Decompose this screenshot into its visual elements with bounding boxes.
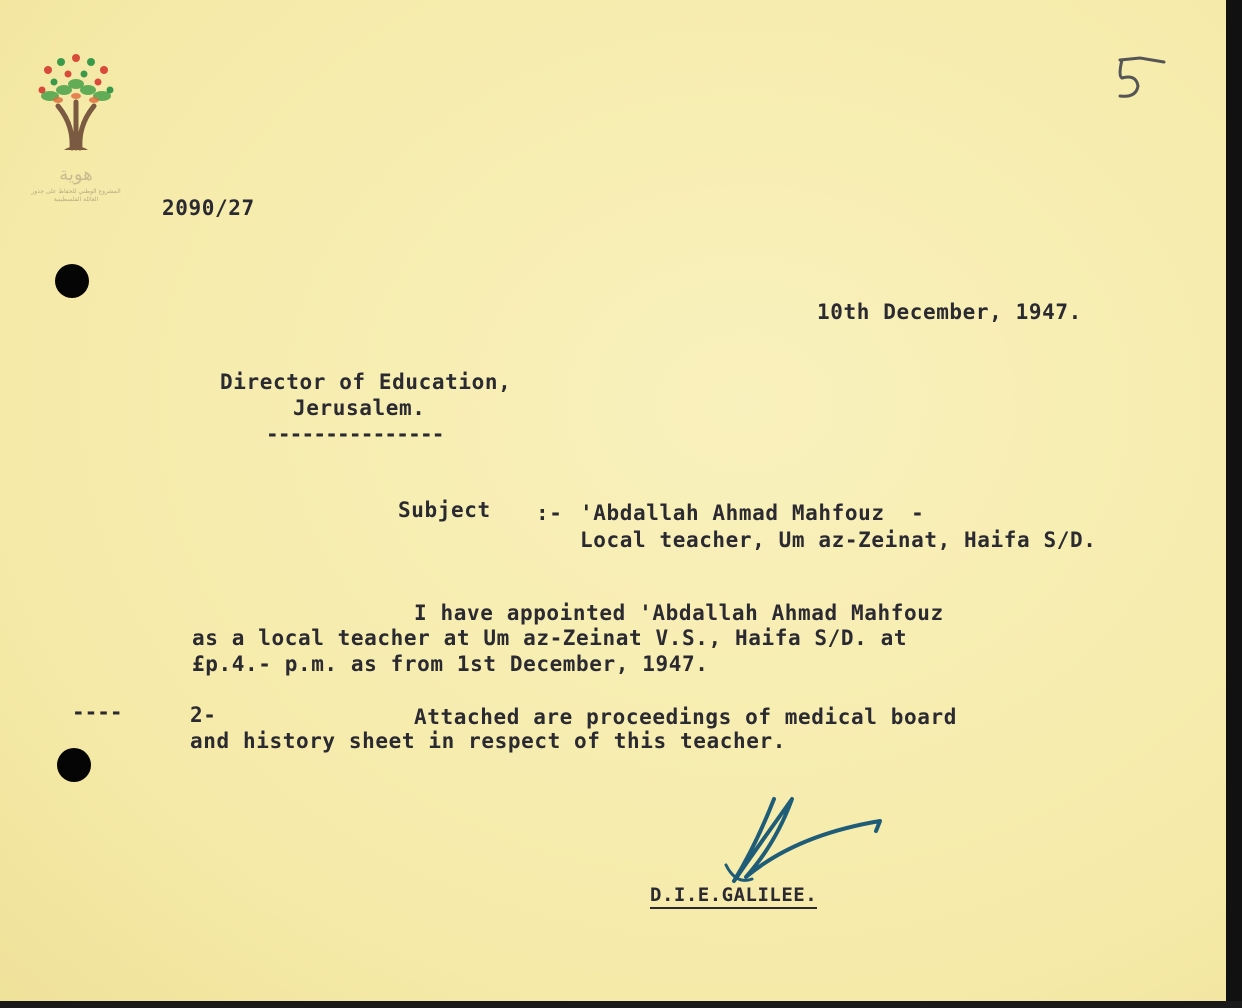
para2-line-2: and history sheet in respect of this teacher. <box>190 729 786 753</box>
signature-icon <box>716 795 896 895</box>
subject-separator: :- <box>536 501 563 525</box>
logo-title: هوية <box>59 164 93 185</box>
addressee-underline: --------------- <box>266 422 444 446</box>
para1-line-2: as a local teacher at Um az-Zeinat V.S., Haifa S/D. at <box>192 626 908 650</box>
subject-label: Subject <box>398 498 491 522</box>
punch-hole-top <box>55 264 89 298</box>
para2-line-1: Attached are proceedings of medical board <box>414 705 957 729</box>
scan-edge-bottom <box>0 1001 1242 1008</box>
para1-line-1: I have appointed 'Abdallah Ahmad Mahfouz <box>414 601 944 625</box>
addressee-line-2: Jerusalem. <box>293 396 426 420</box>
subject-line-1: 'Abdallah Ahmad Mahfouz - <box>580 501 925 525</box>
margin-number-mark <box>1100 48 1180 108</box>
para1-line-3: £p.4.- p.m. as from 1st December, 1947. <box>192 652 709 676</box>
file-reference: 2090/27 <box>162 196 255 220</box>
punch-hole-bottom <box>57 748 91 782</box>
addressee-line-1: Director of Education, <box>220 370 512 394</box>
signer-name: D.I.E.GALILEE. <box>650 886 817 909</box>
letter-date: 10th December, 1947. <box>817 300 1082 324</box>
margin-dash-mark: ---- <box>72 700 123 724</box>
scan-edge-right <box>1226 0 1242 1008</box>
para2-number: 2- <box>190 703 217 727</box>
logo-caption: المشروع الوطني للحفاظ على جذور العائلة الفلسطينية <box>31 188 121 203</box>
margin-number-text: 5 <box>1100 48 1101 49</box>
subject-line-2: Local teacher, Um az-Zeinat, Haifa S/D. <box>580 528 1097 552</box>
